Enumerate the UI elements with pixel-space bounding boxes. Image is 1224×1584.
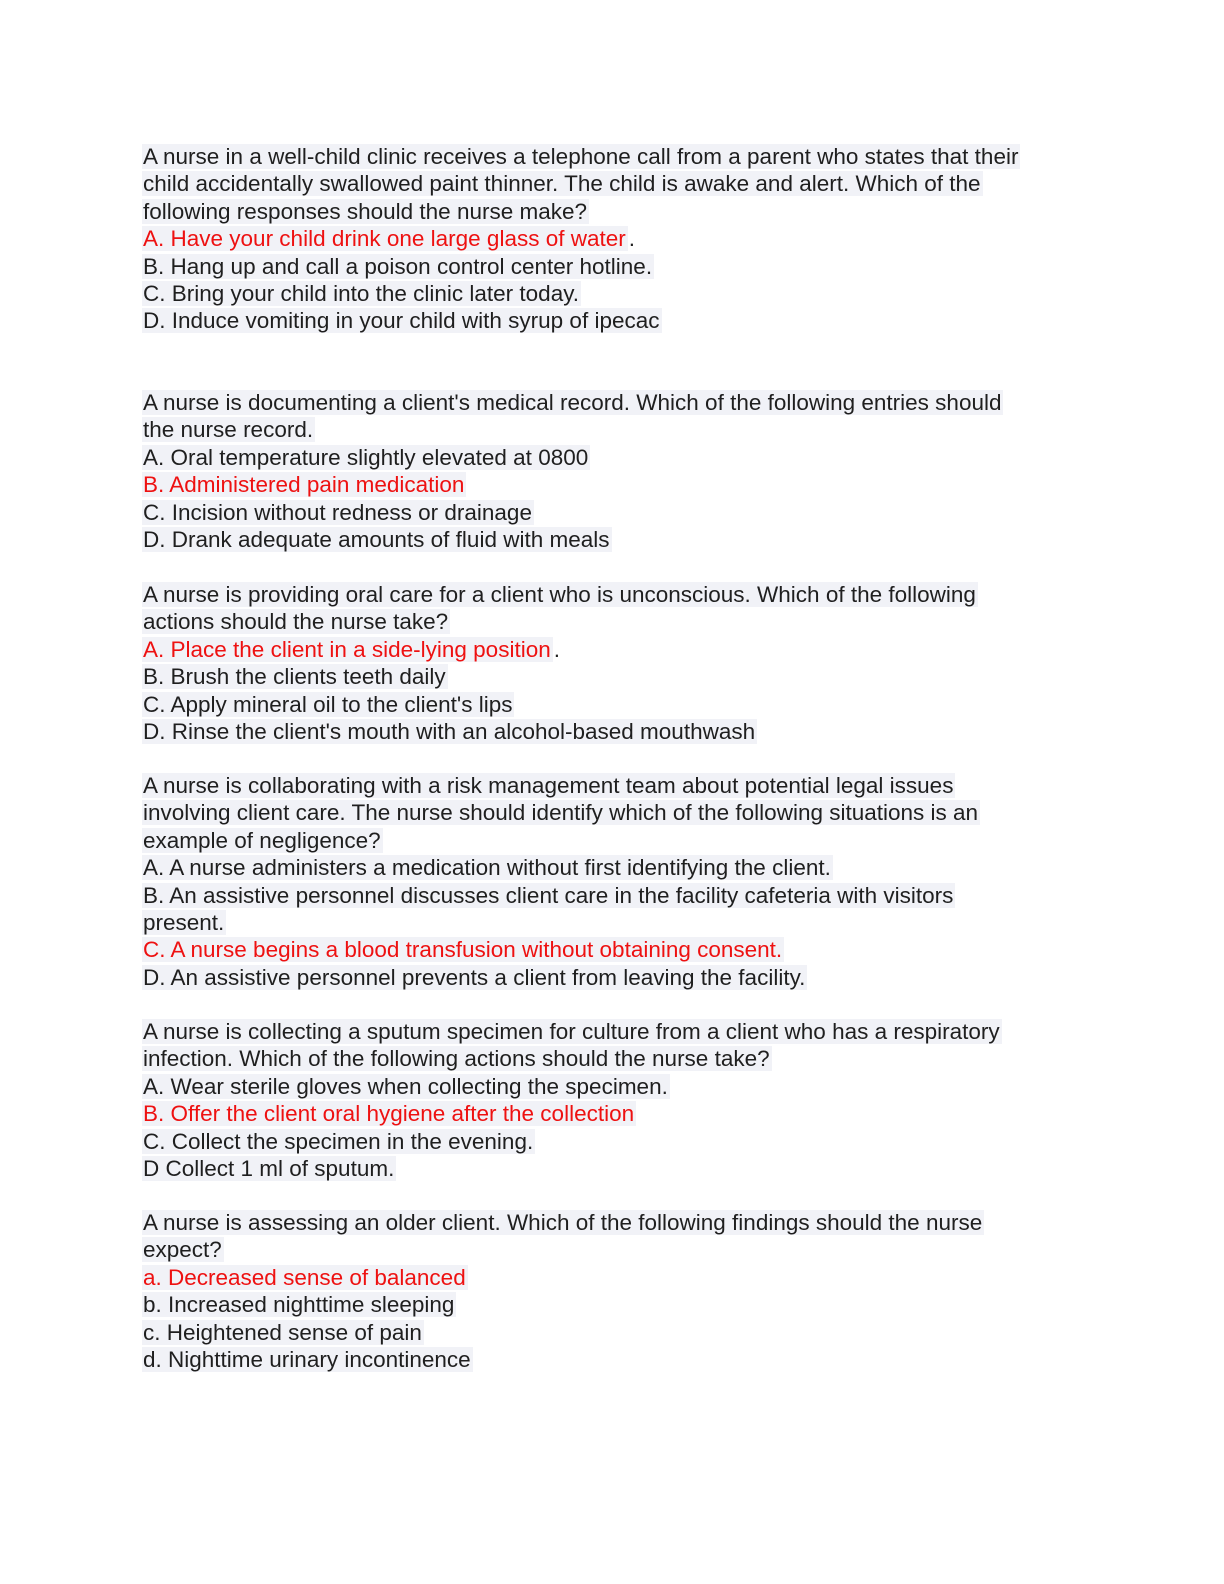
answer-option-correct: a. Decreased sense of balanced xyxy=(143,1264,466,1290)
question-stem-line: A nurse in a well-child clinic receives a telephone call from a parent who states that their xyxy=(143,144,1019,169)
answer-option: D. An assistive personnel prevents a client from leaving the facility. xyxy=(143,964,806,990)
question-1 xyxy=(142,143,1082,335)
question-stem-line: the nurse record. xyxy=(143,417,314,443)
question-stem-line: A nurse is assessing an older client. Which of the following findings should the nurse xyxy=(143,1210,983,1235)
answer-option: A. Oral temperature slightly elevated at 0800 xyxy=(143,444,589,470)
answer-option-correct: A. Have your child drink one large glass of water . xyxy=(143,226,636,252)
question-5 xyxy=(142,1018,1082,1182)
question-stem-line: actions should the nurse take? xyxy=(143,609,449,635)
answer-option-correct: B. Offer the client oral hygiene after the collection xyxy=(143,1101,635,1127)
answer-option: B. Hang up and call a poison control center hotline. xyxy=(143,253,653,279)
question-stem-line: A nurse is collecting a sputum specimen for culture from a client who has a respiratory xyxy=(143,1019,1000,1044)
answer-option-continuation: present. xyxy=(143,909,225,935)
answer-option-correct: A. Place the client in a side-lying position . xyxy=(143,636,560,662)
answer-option: d. Nighttime urinary incontinence xyxy=(143,1346,471,1372)
question-stem-line: following responses should the nurse make? xyxy=(143,198,588,224)
question-2 xyxy=(142,389,1082,553)
question-stem-line: A nurse is documenting a client's medical record. Which of the following entries should xyxy=(143,390,1002,415)
answer-option: A. Wear sterile gloves when collecting the specimen. xyxy=(143,1073,668,1099)
answer-option: b. Increased nighttime sleeping xyxy=(143,1292,455,1318)
question-stem-line: expect? xyxy=(143,1237,222,1263)
question-6 xyxy=(142,1209,1082,1373)
question-3 xyxy=(142,581,1082,745)
question-stem-line: infection. Which of the following actions should the nurse take? xyxy=(143,1046,770,1072)
answer-option: B. Brush the clients teeth daily xyxy=(143,664,446,690)
answer-option-correct: B. Administered pain medication xyxy=(143,472,465,498)
answer-option: C. Incision without redness or drainage xyxy=(143,499,532,525)
answer-option: D Collect 1 ml of sputum. xyxy=(143,1155,395,1181)
answer-option-correct: C. A nurse begins a blood transfusion without obtaining consent. xyxy=(143,937,783,963)
answer-option: A. A nurse administers a medication without first identifying the client. xyxy=(143,855,831,881)
answer-option: C. Bring your child into the clinic later today. xyxy=(143,280,580,306)
question-stem-line: A nurse is collaborating with a risk management team about potential legal issues xyxy=(143,773,954,798)
answer-option: D. Drank adequate amounts of fluid with meals xyxy=(143,526,610,552)
answer-option: D. Induce vomiting in your child with syrup of ipecac xyxy=(143,308,660,334)
answer-option: C. Apply mineral oil to the client's lips xyxy=(143,691,513,717)
question-4 xyxy=(142,772,1082,991)
question-stem-line: example of negligence? xyxy=(143,827,381,853)
answer-option: D. Rinse the client's mouth with an alcohol-based mouthwash xyxy=(143,718,756,744)
answer-option: C. Collect the specimen in the evening. xyxy=(143,1128,534,1154)
question-stem-line: involving client care. The nurse should identify which of the following situations is an xyxy=(143,800,979,826)
question-stem-line: child accidentally swallowed paint thinner. The child is awake and alert. Which of the xyxy=(143,171,981,197)
answer-option: B. An assistive personnel discusses client care in the facility cafeteria with visitors xyxy=(143,882,954,908)
answer-option: c. Heightened sense of pain xyxy=(143,1319,422,1345)
question-stem-line: A nurse is providing oral care for a client who is unconscious. Which of the following xyxy=(143,582,976,607)
